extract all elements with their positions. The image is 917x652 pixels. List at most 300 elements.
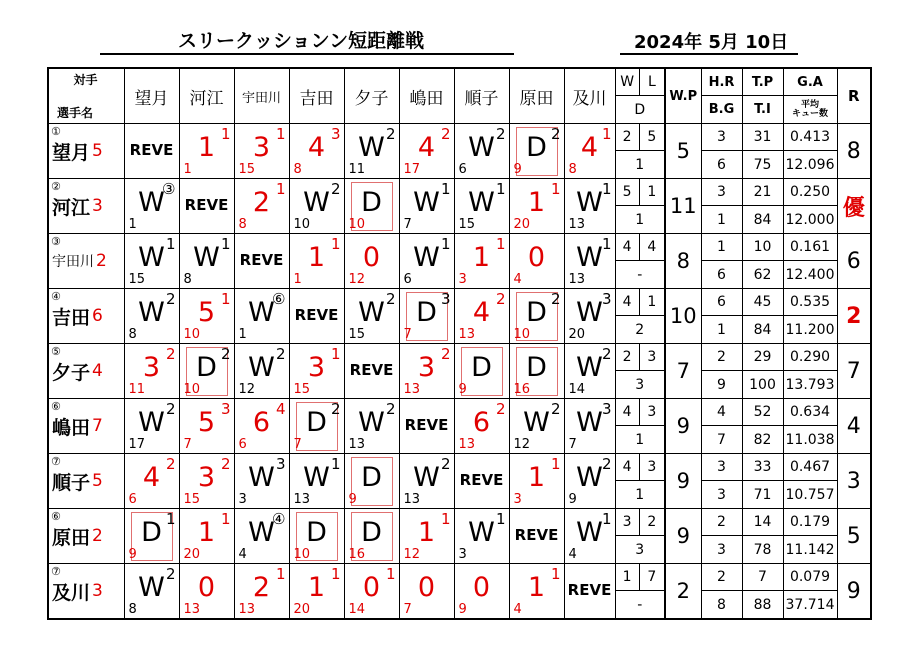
- hr-bg-cell: [701, 399, 742, 454]
- rank-cell: [837, 234, 871, 289]
- total-points: 29: [743, 344, 783, 371]
- ga-cell: [783, 179, 837, 234]
- match-high-run: 2: [165, 345, 176, 363]
- date-underline: [620, 53, 798, 55]
- wl-cell: [615, 234, 665, 289]
- loss-count: 3: [640, 454, 664, 481]
- match-cell: [179, 509, 234, 564]
- match-innings: 6: [403, 272, 412, 287]
- general-average: 0.161: [784, 234, 837, 261]
- match-cell: [454, 454, 509, 509]
- match-innings: 12: [348, 272, 366, 287]
- win-count: 4: [616, 454, 640, 481]
- player-number: ②: [51, 180, 61, 193]
- win-points: 10: [669, 304, 697, 328]
- player-handicap: 5: [92, 471, 103, 491]
- match-cell: [234, 399, 289, 454]
- match-innings: 4: [513, 272, 522, 287]
- player-number: ⑦: [51, 455, 61, 468]
- match-high-run: 3: [330, 125, 341, 143]
- average-cues: 11.038: [785, 431, 835, 448]
- match-innings: 11: [348, 162, 366, 177]
- match-innings: 8: [128, 602, 137, 617]
- match-cell: [454, 344, 509, 399]
- match-innings: 7: [183, 437, 192, 452]
- match-high-run: 2: [601, 455, 612, 473]
- match-innings: 13: [403, 492, 421, 507]
- win-points: 9: [676, 414, 690, 438]
- win-count: 3: [616, 509, 640, 536]
- match-high-run: 1: [220, 235, 231, 253]
- title-underline: [100, 53, 514, 55]
- total-points: 10: [743, 234, 783, 261]
- match-cell: [124, 509, 179, 564]
- average-cues: 12.096: [785, 156, 835, 173]
- hr-bg-cell: [701, 179, 742, 234]
- match-high-run: 2: [165, 455, 176, 473]
- match-innings: 15: [128, 272, 146, 287]
- best-game: 8: [717, 596, 726, 613]
- hr-bg-cell: [701, 454, 742, 509]
- opponent-header: 及川: [564, 68, 615, 124]
- match-cell: [399, 509, 454, 564]
- match-innings: 14: [568, 382, 586, 397]
- match-result: D: [416, 297, 437, 328]
- rank-cell: [837, 179, 871, 234]
- match-cell: [344, 564, 399, 620]
- match-cell: [124, 124, 179, 179]
- best-game: 6: [717, 156, 726, 173]
- match-cell: [509, 454, 564, 509]
- match-innings: 9: [458, 602, 467, 617]
- match-cell: [454, 509, 509, 564]
- match-result: D: [361, 187, 382, 218]
- match-high-run: 2: [550, 400, 561, 418]
- player-name: 夕子: [52, 361, 91, 384]
- match-result: D: [526, 132, 547, 163]
- match-high-run: 2: [385, 400, 396, 418]
- general-average: 0.250: [784, 179, 837, 206]
- wp-cell: [665, 564, 701, 620]
- loss-count: 1: [640, 179, 664, 206]
- match-result: W: [413, 187, 440, 218]
- match-result: W: [576, 407, 603, 438]
- match-cell: [234, 124, 289, 179]
- date-label: 2024年 5月 10日: [634, 32, 789, 53]
- match-cell: [234, 344, 289, 399]
- match-innings: 7: [403, 602, 412, 617]
- match-result: W: [468, 187, 495, 218]
- wp-cell: [665, 234, 701, 289]
- player-name: 順子: [52, 471, 91, 494]
- match-high-run: 1: [165, 510, 176, 528]
- draw-count: 3: [635, 376, 645, 393]
- match-result: W: [248, 517, 275, 548]
- match-innings: 8: [128, 327, 137, 342]
- best-game: 7: [717, 431, 726, 448]
- match-result: D: [361, 517, 382, 548]
- wp-cell: [665, 179, 701, 234]
- total-points: 52: [743, 399, 783, 426]
- general-average: 0.413: [784, 124, 837, 151]
- ga-cell: [783, 454, 837, 509]
- match-high-run: 1: [330, 565, 341, 583]
- rank-value: 2: [846, 303, 862, 329]
- match-innings: 11: [128, 382, 146, 397]
- player-handicap: 2: [92, 526, 103, 546]
- wl-header: W L D: [615, 68, 665, 124]
- high-run: 2: [702, 344, 742, 371]
- ga-cell: [783, 234, 837, 289]
- draw-count: 1: [635, 156, 645, 173]
- player-number: ⑤: [51, 345, 61, 358]
- match-high-run: 3: [601, 290, 612, 308]
- match-result: 0: [362, 572, 381, 603]
- match-cell: [344, 124, 399, 179]
- match-innings: 15: [293, 382, 311, 397]
- match-result: 0: [527, 242, 546, 273]
- match-innings: 10: [183, 327, 201, 342]
- match-innings: 10: [293, 547, 311, 562]
- rank-cell: [837, 399, 871, 454]
- match-cell: [289, 289, 344, 344]
- total-points: 33: [743, 454, 783, 481]
- rank-value: 7: [846, 358, 861, 384]
- match-high-run: 1: [601, 180, 612, 198]
- match-innings: 16: [513, 382, 531, 397]
- match-cell: [399, 399, 454, 454]
- match-result: 1: [527, 462, 546, 493]
- average-cues: 13.793: [785, 376, 835, 393]
- match-innings: 13: [348, 437, 366, 452]
- loss-count: 5: [640, 124, 664, 151]
- match-innings: 9: [128, 547, 137, 562]
- total-points: 31: [743, 124, 783, 151]
- tp-ti-cell: [742, 179, 783, 234]
- match-innings: 1: [238, 327, 247, 342]
- match-innings: 13: [293, 492, 311, 507]
- draw-count: 1: [635, 431, 645, 448]
- opponent-header: 河江: [179, 68, 234, 124]
- average-cues: 10.757: [785, 486, 835, 503]
- player-row: [48, 564, 871, 620]
- tp-ti-header: T.P T.I: [742, 68, 783, 124]
- match-result: W: [248, 297, 275, 328]
- match-innings: 15: [183, 492, 201, 507]
- opponent-header: 原田: [509, 68, 564, 124]
- match-result: D: [471, 352, 492, 383]
- match-result: 1: [197, 132, 216, 163]
- match-result: 1: [527, 572, 546, 603]
- wl-cell: [615, 179, 665, 234]
- match-cell: [564, 289, 615, 344]
- player-name: 望月: [52, 141, 91, 164]
- match-result: 1: [197, 517, 216, 548]
- match-cell: [454, 399, 509, 454]
- wp-cell: [665, 454, 701, 509]
- match-result: W: [576, 352, 603, 383]
- match-high-run: 1: [220, 510, 231, 528]
- total-innings: 84: [753, 211, 772, 228]
- wp-cell: [665, 399, 701, 454]
- win-count: 2: [616, 124, 640, 151]
- match-result: W: [138, 187, 165, 218]
- rank-cell: [837, 454, 871, 509]
- match-high-run: 3: [275, 455, 286, 473]
- total-points: 7: [743, 564, 783, 591]
- match-cell: [179, 289, 234, 344]
- match-cell: [234, 509, 289, 564]
- match-cell: [289, 564, 344, 620]
- match-high-run: 1: [275, 125, 286, 143]
- match-innings: 3: [238, 492, 247, 507]
- total-innings: 78: [753, 541, 772, 558]
- match-innings: 8: [183, 272, 192, 287]
- match-innings: 13: [238, 602, 256, 617]
- match-innings: 6: [458, 162, 467, 177]
- match-high-run: 4: [275, 400, 286, 418]
- player-name: 宇田川: [52, 254, 94, 270]
- draw-count: -: [637, 266, 643, 283]
- match-high-run: 1: [220, 125, 231, 143]
- match-cell: [124, 179, 179, 234]
- rank-cell: [837, 344, 871, 399]
- player-name: 吉田: [52, 306, 91, 329]
- player-name: 嶋田: [52, 416, 91, 439]
- match-result: D: [306, 517, 327, 548]
- match-cell: [399, 179, 454, 234]
- match-cell: [509, 399, 564, 454]
- match-result: 0: [362, 242, 381, 273]
- match-cell: [289, 179, 344, 234]
- win-points: 11: [669, 194, 697, 218]
- match-result: W: [138, 297, 165, 328]
- match-result: W: [523, 407, 550, 438]
- loss-count: 1: [640, 289, 664, 316]
- match-result: W: [468, 132, 495, 163]
- match-cell: [399, 124, 454, 179]
- general-average: 0.634: [784, 399, 837, 426]
- ga-cell: [783, 289, 837, 344]
- match-high-run: 1: [601, 235, 612, 253]
- opponent-header: 順子: [454, 68, 509, 124]
- match-high-run: ④: [272, 510, 286, 528]
- match-high-run: 1: [550, 180, 561, 198]
- wp-cell: [665, 289, 701, 344]
- wp-cell: [665, 124, 701, 179]
- wl-cell: [615, 344, 665, 399]
- high-run: 3: [702, 124, 742, 151]
- match-high-run: 3: [440, 290, 451, 308]
- opponent-header: 宇田川: [234, 68, 289, 124]
- match-result: W: [358, 132, 385, 163]
- tp-ti-cell: [742, 124, 783, 179]
- self-match-label: REVE: [294, 306, 339, 324]
- match-innings: 7: [403, 217, 412, 232]
- match-innings: 3: [513, 492, 522, 507]
- match-result: W: [576, 517, 603, 548]
- loss-count: 3: [640, 399, 664, 426]
- ga-cell: [783, 344, 837, 399]
- rank-value: 優: [842, 195, 865, 221]
- match-high-run: 2: [275, 345, 286, 363]
- loss-count: 7: [640, 564, 664, 591]
- match-high-run: 1: [601, 125, 612, 143]
- total-innings: 62: [753, 266, 772, 283]
- best-game: 1: [717, 321, 726, 338]
- player-row: [48, 179, 871, 234]
- match-innings: 10: [293, 217, 311, 232]
- match-high-run: 2: [385, 290, 396, 308]
- match-innings: 6: [128, 492, 137, 507]
- match-innings: 4: [513, 602, 522, 617]
- player-row: [48, 234, 871, 289]
- header-row: [48, 68, 871, 124]
- match-cell: [344, 344, 399, 399]
- best-game: 3: [717, 486, 726, 503]
- high-run: 1: [702, 234, 742, 261]
- self-match-label: REVE: [239, 251, 284, 269]
- player-name-cell: [48, 509, 124, 564]
- win-points: 2: [676, 579, 690, 603]
- match-result: 2: [252, 187, 271, 218]
- match-cell: [399, 344, 454, 399]
- player-name-cell: [48, 564, 124, 620]
- match-result: 3: [307, 352, 326, 383]
- match-high-run: 2: [385, 125, 396, 143]
- hr-bg-cell: [701, 344, 742, 399]
- self-match-label: REVE: [184, 196, 229, 214]
- match-cell: [124, 289, 179, 344]
- win-count: 1: [616, 564, 640, 591]
- match-cell: [454, 179, 509, 234]
- match-high-run: 2: [165, 290, 176, 308]
- match-high-run: 2: [330, 180, 341, 198]
- match-result: 1: [417, 517, 436, 548]
- match-high-run: 2: [495, 125, 506, 143]
- win-count: 2: [616, 344, 640, 371]
- match-result: W: [358, 297, 385, 328]
- match-cell: [179, 454, 234, 509]
- match-high-run: 2: [220, 455, 231, 473]
- match-result: 3: [142, 352, 161, 383]
- match-innings: 7: [293, 437, 302, 452]
- draw-count: 2: [635, 321, 645, 338]
- match-result: 0: [472, 572, 491, 603]
- match-result: W: [248, 352, 275, 383]
- wl-cell: [615, 289, 665, 344]
- average-cues: 12.000: [785, 211, 835, 228]
- player-handicap: 3: [92, 581, 103, 601]
- self-match-label: REVE: [459, 471, 504, 489]
- match-innings: 16: [348, 547, 366, 562]
- match-high-run: 2: [165, 565, 176, 583]
- match-result: 4: [472, 297, 491, 328]
- match-result: W: [576, 462, 603, 493]
- match-high-run: 1: [275, 565, 286, 583]
- match-result: W: [138, 572, 165, 603]
- match-cell: [564, 509, 615, 564]
- player-row: [48, 124, 871, 179]
- player-row: [48, 344, 871, 399]
- match-high-run: 1: [550, 455, 561, 473]
- match-cell: [289, 344, 344, 399]
- rank-value: 6: [846, 248, 861, 274]
- match-result: 1: [307, 242, 326, 273]
- player-handicap: 4: [92, 361, 103, 381]
- draw-count: -: [637, 596, 643, 613]
- high-run: 3: [702, 179, 742, 206]
- win-count: 4: [616, 234, 640, 261]
- match-innings: 20: [513, 217, 531, 232]
- match-result: 3: [252, 132, 271, 163]
- match-result: W: [413, 462, 440, 493]
- best-game: 3: [717, 541, 726, 558]
- tp-ti-cell: [742, 399, 783, 454]
- tp-ti-cell: [742, 454, 783, 509]
- hr-bg-cell: [701, 234, 742, 289]
- match-result: D: [526, 297, 547, 328]
- match-cell: [289, 454, 344, 509]
- ga-cell: [783, 509, 837, 564]
- average-cues: 37.714: [785, 596, 835, 613]
- total-innings: 88: [753, 596, 772, 613]
- match-result: W: [576, 187, 603, 218]
- player-handicap: 7: [92, 416, 103, 436]
- high-run: 6: [702, 289, 742, 316]
- match-result: W: [138, 407, 165, 438]
- match-result: 6: [252, 407, 271, 438]
- player-row: [48, 289, 871, 344]
- match-innings: 12: [238, 382, 256, 397]
- corner-header: [48, 68, 124, 124]
- match-cell: [454, 289, 509, 344]
- match-high-run: 1: [440, 510, 451, 528]
- match-innings: 7: [568, 437, 577, 452]
- wl-cell: [615, 564, 665, 620]
- match-high-run: 2: [550, 290, 561, 308]
- match-cell: [234, 289, 289, 344]
- match-result: 6: [472, 407, 491, 438]
- player-name: 原田: [52, 526, 91, 549]
- match-high-run: 2: [440, 125, 451, 143]
- match-result: 4: [142, 462, 161, 493]
- match-innings: 20: [293, 602, 311, 617]
- match-cell: [179, 344, 234, 399]
- rank-value: 9: [846, 578, 861, 604]
- opponent-header: 夕子: [344, 68, 399, 124]
- match-result: 0: [417, 572, 436, 603]
- win-points: 9: [676, 469, 690, 493]
- match-high-run: 1: [165, 235, 176, 253]
- match-innings: 13: [183, 602, 201, 617]
- match-innings: 10: [513, 327, 531, 342]
- match-innings: 7: [403, 327, 412, 342]
- match-result: D: [141, 517, 162, 548]
- match-high-run: 2: [495, 290, 506, 308]
- match-result: W: [248, 462, 275, 493]
- match-innings: 14: [348, 602, 366, 617]
- match-cell: [124, 344, 179, 399]
- match-high-run: 3: [220, 400, 231, 418]
- loss-count: 4: [640, 234, 664, 261]
- player-name-cell: [48, 399, 124, 454]
- match-innings: 9: [568, 492, 577, 507]
- rank-cell: [837, 289, 871, 344]
- player-name-cell: [48, 344, 124, 399]
- rank-value: 3: [846, 468, 861, 494]
- wl-cell: [615, 124, 665, 179]
